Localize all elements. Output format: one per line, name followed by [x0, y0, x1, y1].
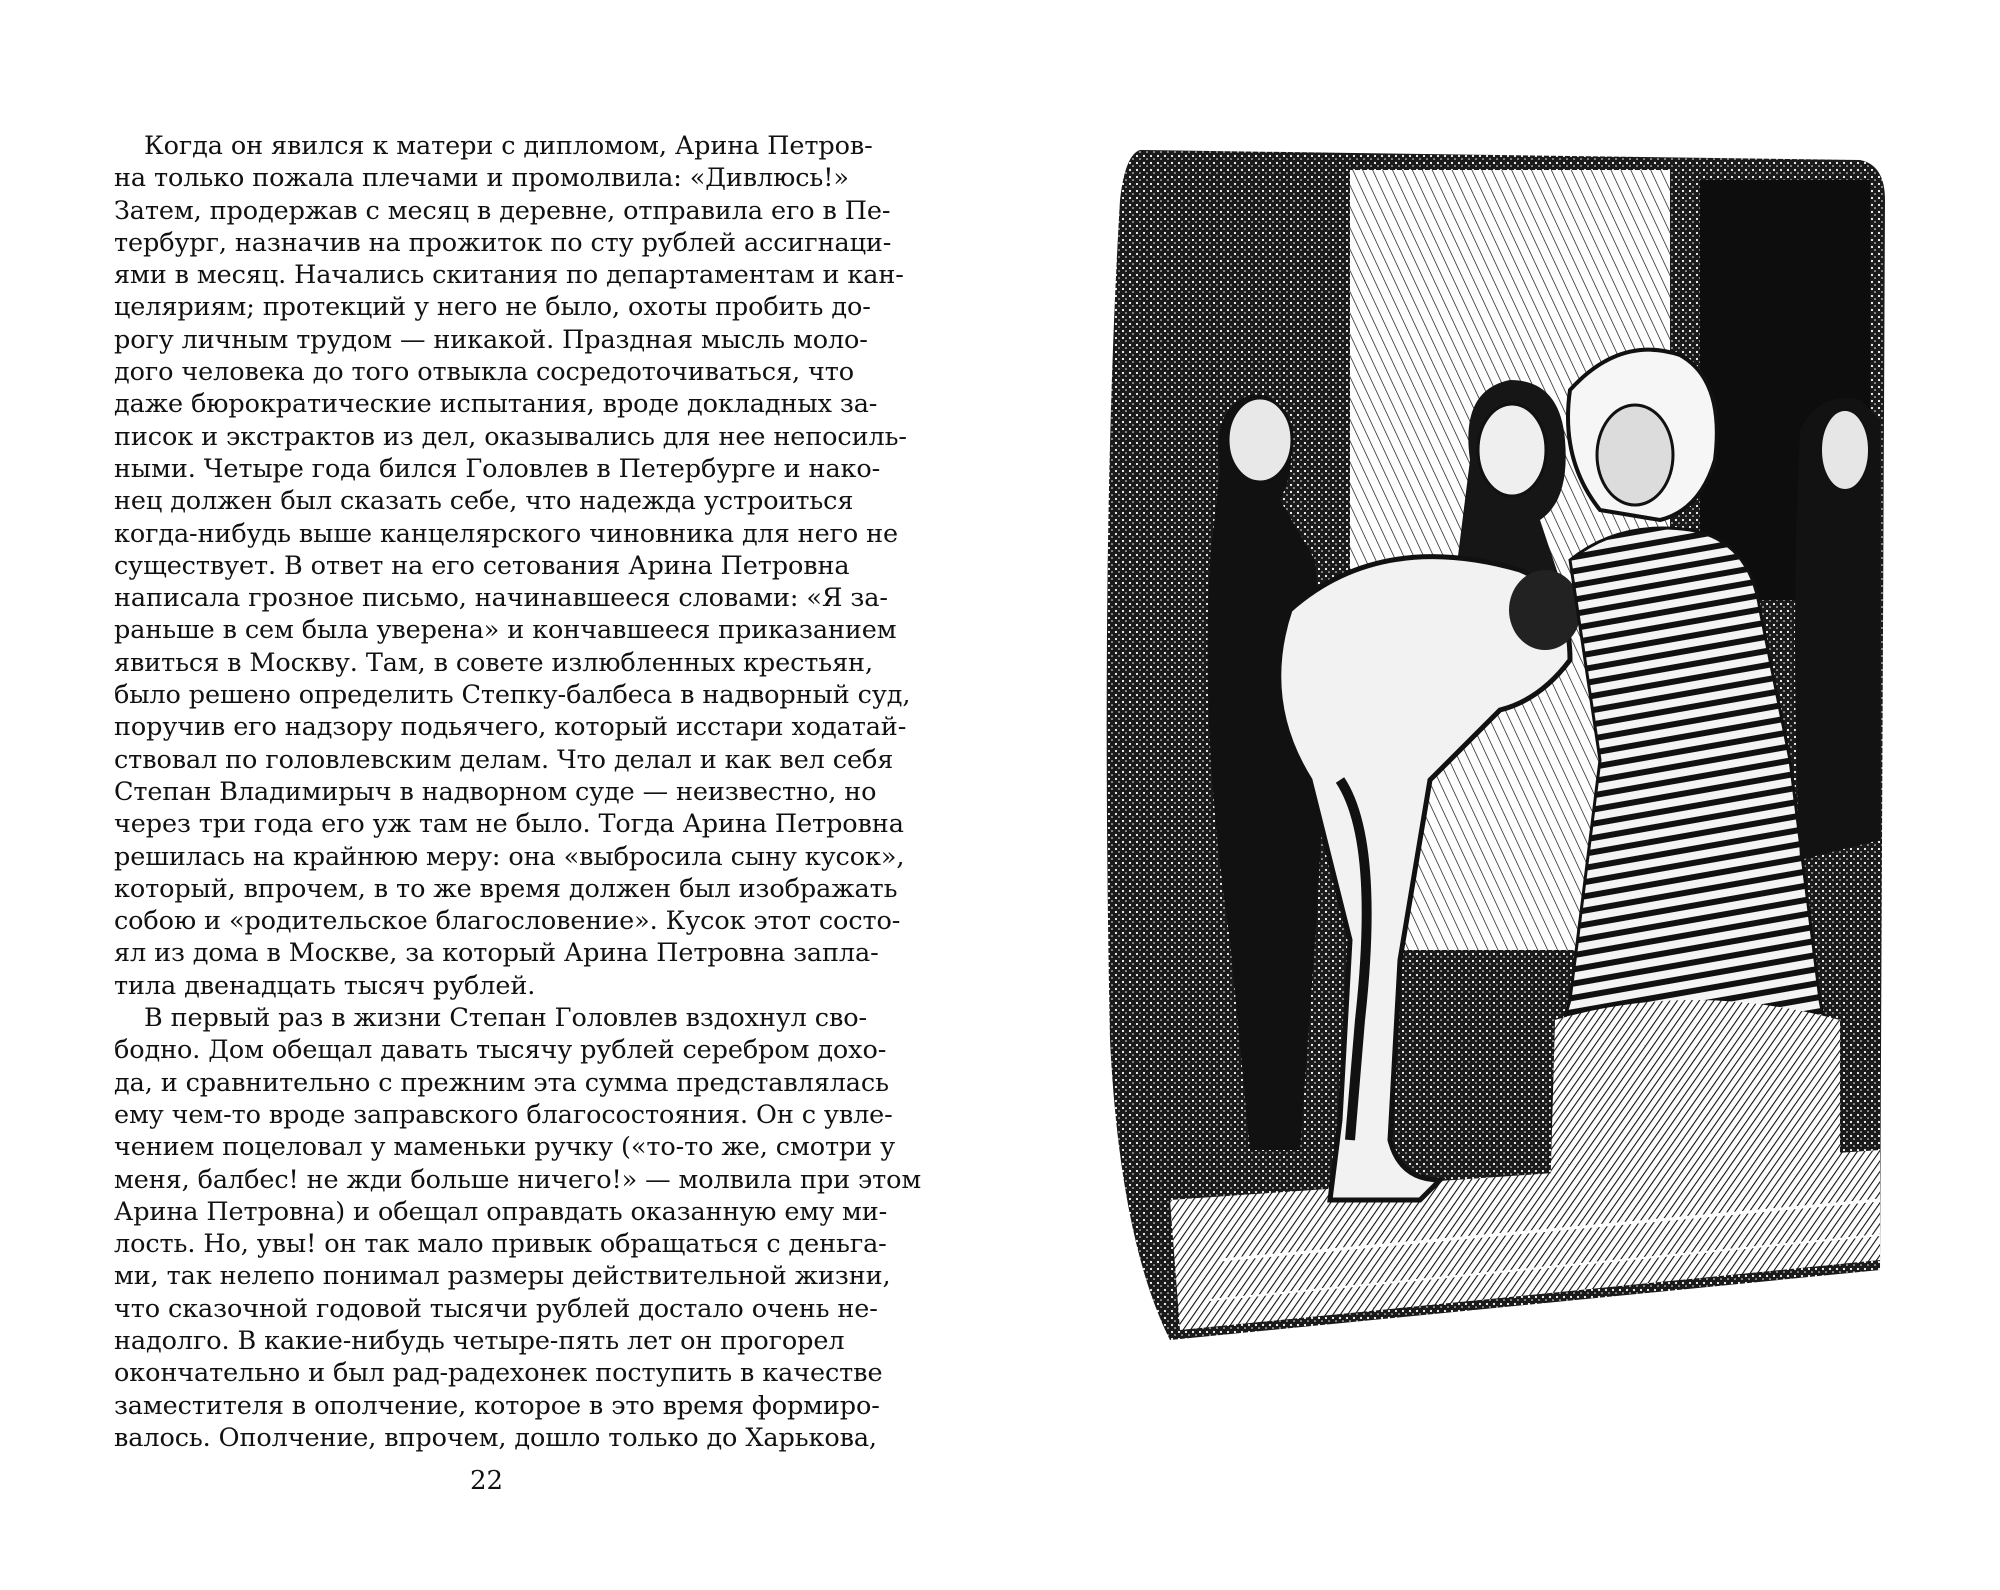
text-line: раньше в сем была уверена» и кончавшееся приказанием	[114, 615, 897, 646]
text-line: написала грозное письмо, начинавшееся словами: «Я за-	[114, 583, 888, 614]
text-line: который, впрочем, в то же время должен был изображать	[114, 873, 898, 904]
text-line: бодно. Дом обещал давать тысячу рублей серебром дохо-	[114, 1035, 887, 1066]
paragraph-1	[114, 130, 911, 1002]
text-line: валось. Ополчение, впрочем, дошло только до Харькова,	[114, 1422, 877, 1453]
illustration-drawing	[1100, 140, 1890, 1350]
bowing-man-head	[1509, 570, 1581, 650]
text-line: чением поцеловал у маменьки ручку («то-то же, смотри у	[114, 1132, 896, 1163]
text-line: на только пожала плечами и промолвила: «Дивлюсь!»	[114, 163, 849, 194]
text-line: явиться в Москву. Там, в совете излюбленных крестьян,	[114, 647, 873, 678]
text-line: когда-нибудь выше канцелярского чиновника для него не	[114, 518, 898, 549]
text-line: ствовал по головлевским делам. Что делал и как вел себя	[114, 744, 894, 775]
text-line: тила двенадцать тысяч рублей.	[114, 970, 536, 1001]
text-line: поручив его надзору подьячего, который исстари ходатай-	[114, 712, 907, 743]
woman-face	[1478, 404, 1546, 496]
text-line: В первый раз в жизни Степан Головлев вздохнул сво-	[144, 1003, 867, 1034]
text-line: надолго. В какие-нибудь четыре-пять лет он прогорел	[114, 1325, 845, 1356]
text-line: Затем, продержав с месяц в деревне, отправила его в Пе-	[114, 195, 891, 226]
text-line: Степан Владимирыч в надворном суде — неизвестно, но	[114, 776, 877, 807]
paragraph-2	[114, 1002, 922, 1454]
text-line: ему чем-то вроде заправского благосостояния. Он с увле-	[114, 1099, 893, 1130]
right-figure-face	[1821, 410, 1869, 490]
text-line: что сказочной годовой тысячи рублей достало очень не-	[114, 1293, 878, 1324]
text-line: ями в месяц. Начались скитания по департаментам и кан-	[114, 260, 904, 291]
page-number: 22	[470, 1466, 504, 1496]
man-face	[1228, 398, 1292, 482]
text-line: дого человека до того отвыкла сосредоточиваться, что	[114, 357, 855, 388]
text-line: меня, балбес! не жди больше ничего!» — молвила при этом	[114, 1164, 922, 1195]
text-line: заместителя в ополчение, которое в это время формиро-	[114, 1390, 880, 1421]
text-line: собою и «родительское благословение». Кусок этот состо-	[114, 906, 901, 937]
text-line: рогу личным трудом — никакой. Праздная мысль моло-	[114, 324, 868, 355]
illustration	[1100, 140, 1890, 1350]
text-line: через три года его уж там не было. Тогда Арина Петровна	[114, 809, 904, 840]
old-woman-face	[1597, 405, 1673, 505]
text-line: лость. Но, увы! он так мало привык обращаться с деньга-	[114, 1229, 887, 1260]
text-line: Когда он явился к матери с дипломом, Арина Петров-	[144, 131, 873, 161]
text-column	[114, 130, 922, 1454]
text-line: писок и экстрактов из дел, оказывались для нее непосиль-	[114, 421, 907, 452]
text-line: тербург, назначив на прожиток по сту рублей ассигнаци-	[114, 227, 892, 258]
text-line: Арина Петровна) и обещал оправдать оказанную ему ми-	[114, 1196, 888, 1227]
dress-ruffle	[1550, 1000, 1840, 1200]
text-line: даже бюрократические испытания, вроде докладных за-	[114, 389, 878, 420]
text-line: нец должен был сказать себе, что надежда устроиться	[114, 486, 854, 517]
text-line: ми, так нелепо понимал размеры действительной жизни,	[114, 1261, 891, 1292]
text-line: целяриям; протекций у него не было, охоты пробить до-	[114, 292, 871, 323]
text-line: было решено определить Степку-балбеса в надворный суд,	[114, 680, 911, 711]
text-line: ными. Четыре года бился Головлев в Петербурге и нако-	[114, 453, 881, 484]
text-line: да, и сравнительно с прежним эта сумма представлялась	[114, 1067, 889, 1098]
text-line: решилась на крайнюю меру: она «выбросила сыну кусок»,	[114, 841, 905, 872]
text-line: окончательно и был рад-радехонек поступить в качестве	[114, 1358, 883, 1389]
text-line: существует. В ответ на его сетования Арина Петровна	[114, 550, 850, 581]
text-line: ял из дома в Москве, за который Арина Петровна запла-	[114, 938, 879, 969]
